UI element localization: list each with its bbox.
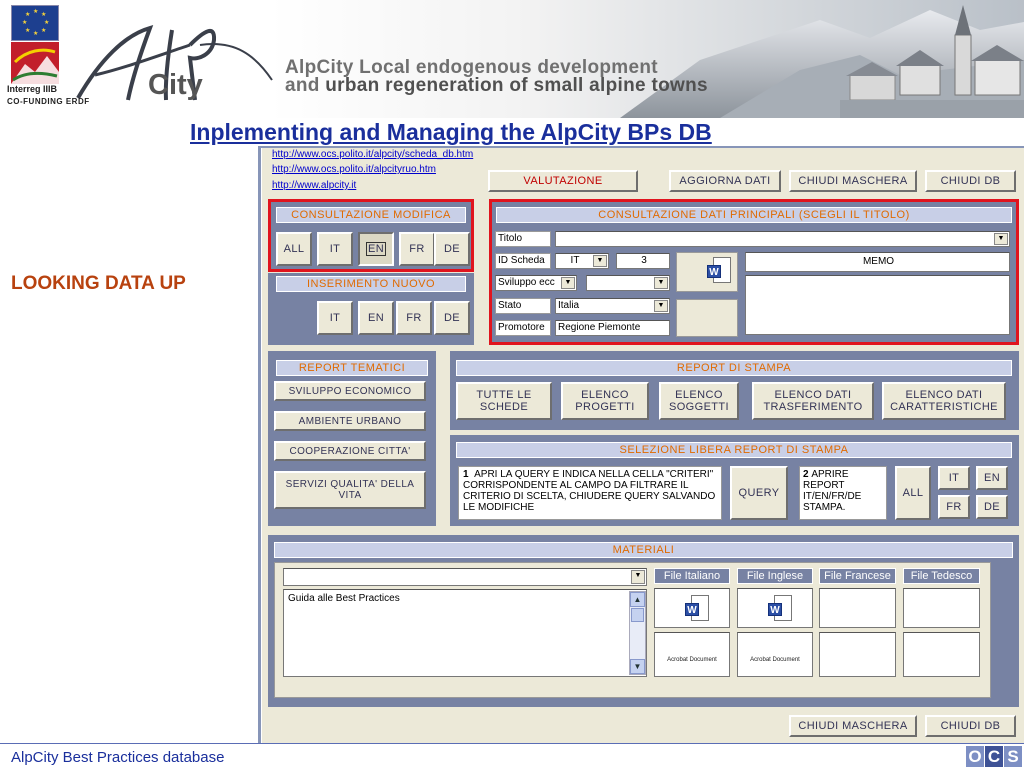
stato-dropdown[interactable] xyxy=(555,298,670,314)
acrobat-caption-it: Acrobat Document xyxy=(667,657,717,663)
sviluppo-value: Sviluppo ecc xyxy=(498,277,555,288)
consultazione-modifica-header: CONSULTAZIONE MODIFICA xyxy=(276,207,466,223)
sviluppo-dropdown[interactable] xyxy=(495,275,577,291)
file-francese-word[interactable] xyxy=(819,588,896,628)
step2-number: 2 xyxy=(803,469,809,480)
cooperazione-citta-button[interactable]: COOPERAZIONE CITTA' xyxy=(274,441,426,461)
chiudi-db-bottom-button[interactable]: CHIUDI DB xyxy=(925,715,1016,737)
query-button[interactable]: QUERY xyxy=(730,466,788,520)
chevron-down-icon[interactable]: ▼ xyxy=(561,277,575,289)
stampa-it-button[interactable]: IT xyxy=(938,466,970,490)
chevron-down-icon[interactable]: ▼ xyxy=(593,255,607,267)
file-francese-pdf[interactable] xyxy=(819,632,896,677)
elenco-dati-trasferimento-button[interactable]: ELENCO DATI TRASFERIMENTO xyxy=(752,382,874,420)
file-italiano-pdf[interactable] xyxy=(654,632,730,677)
consult-fr-button[interactable]: FR xyxy=(399,232,435,266)
dati-principali-header: CONSULTAZIONE DATI PRINCIPALI (SCEGLI IL TITOLO) xyxy=(496,207,1012,223)
materiali-list-item[interactable]: Guida alle Best Practices xyxy=(288,593,400,604)
footer-text: AlpCity Best Practices database xyxy=(11,749,225,766)
link-scheda-db[interactable]: http://www.ocs.polito.it/alpcity/scheda_db.htm xyxy=(272,149,474,160)
chevron-down-icon[interactable]: ▼ xyxy=(994,233,1008,245)
step1-instructions xyxy=(458,466,722,520)
stampa-all-button[interactable]: ALL xyxy=(895,466,931,520)
step2-text: APRIRE REPORT IT/EN/FR/DE STAMPA. xyxy=(803,469,862,513)
alpine-space-logo xyxy=(11,42,59,84)
scroll-up-icon[interactable]: ▲ xyxy=(630,592,645,607)
valutazione-button[interactable]: VALUTAZIONE xyxy=(488,170,638,192)
memo-label: MEMO xyxy=(745,252,1010,272)
elenco-progetti-button[interactable]: ELENCO PROGETTI xyxy=(561,382,649,420)
footer-divider xyxy=(0,743,1024,744)
insert-en-button[interactable]: EN xyxy=(358,301,394,335)
consult-it-button[interactable]: IT xyxy=(317,232,353,266)
stampa-de-button[interactable]: DE xyxy=(976,495,1008,519)
step2-instructions xyxy=(799,466,887,520)
elenco-soggetti-button[interactable]: ELENCO SOGGETTI xyxy=(659,382,739,420)
tutte-le-schede-button[interactable]: TUTTE LE SCHEDE xyxy=(456,382,552,420)
report-tematici-header: REPORT TEMATICI xyxy=(276,360,428,376)
memo-textarea[interactable] xyxy=(745,275,1010,335)
scroll-down-icon[interactable]: ▼ xyxy=(630,659,645,674)
ocs-logo-o: O xyxy=(966,746,984,767)
file-italiano-word[interactable] xyxy=(654,588,730,628)
promotore-field[interactable]: Regione Piemonte xyxy=(555,320,670,336)
titolo-label: Titolo xyxy=(495,231,551,247)
consult-en-label: EN xyxy=(367,242,385,255)
ambiente-urbano-button[interactable]: AMBIENTE URBANO xyxy=(274,411,426,431)
sviluppo-sub-dropdown[interactable] xyxy=(586,275,670,291)
consult-en-button[interactable] xyxy=(358,232,394,266)
file-italiano-header: File Italiano xyxy=(654,568,730,584)
word-document-icon[interactable]: W xyxy=(685,595,709,623)
link-alpcity[interactable]: http://www.alpcity.it xyxy=(272,180,357,191)
step1-text: APRI LA QUERY E INDICA NELLA CELLA "CRITERI" CORRISPONDENTE AL CAMPO DA FILTRARE IL CRITERIO DI SCELTA, CHIUDERE QUERY SALVANDO LE MODIFICHE xyxy=(463,469,716,513)
servizi-qualita-button[interactable]: SERVIZI QUALITA' DELLA VITA xyxy=(274,471,426,509)
link-alpcityruo[interactable]: http://www.ocs.polito.it/alpcityruo.htm xyxy=(272,164,436,175)
titolo-dropdown[interactable] xyxy=(555,231,1010,247)
materiali-scrollbar[interactable] xyxy=(629,591,646,675)
file-inglese-pdf[interactable] xyxy=(737,632,813,677)
id-scheda-field[interactable]: 3 xyxy=(616,253,670,269)
selezione-libera-header: SELEZIONE LIBERA REPORT DI STAMPA xyxy=(456,442,1012,458)
tagline-bold: urban regeneration of small alpine towns xyxy=(325,75,708,96)
chiudi-db-top-button[interactable]: CHIUDI DB xyxy=(925,170,1016,192)
slide-title: Inplementing and Managing the AlpCity BPs DB xyxy=(190,119,712,145)
aggiorna-dati-button[interactable]: AGGIORNA DATI xyxy=(669,170,781,192)
inserimento-nuovo-header: INSERIMENTO NUOVO xyxy=(276,276,466,292)
elenco-dati-caratteristiche-button[interactable]: ELENCO DATI CARATTERISTICHE xyxy=(882,382,1006,420)
banner-tagline-line1: AlpCity Local endogenous development xyxy=(285,57,658,78)
eu-flag-icon: ★ ★ ★ ★ ★ ★ ★ ★ xyxy=(11,5,59,41)
id-lang-value: IT xyxy=(570,255,580,266)
ocs-logo-c: C xyxy=(985,746,1003,767)
word-document-icon[interactable]: W xyxy=(707,257,731,285)
chiudi-maschera-top-button[interactable]: CHIUDI MASCHERA xyxy=(789,170,917,192)
stato-value: Italia xyxy=(558,300,580,311)
sviluppo-economico-button[interactable]: SVILUPPO ECONOMICO xyxy=(274,381,426,401)
stato-label: Stato xyxy=(495,298,551,314)
id-scheda-label: ID Scheda xyxy=(495,253,551,269)
alpcity-logo-text: City xyxy=(148,69,203,101)
chevron-down-icon[interactable]: ▼ xyxy=(654,300,668,312)
insert-it-button[interactable]: IT xyxy=(317,301,353,335)
materiali-header: MATERIALI xyxy=(274,542,1013,558)
promotore-label: Promotore xyxy=(495,320,551,336)
interreg-label: Interreg IIIB xyxy=(7,84,58,94)
file-tedesco-pdf[interactable] xyxy=(903,632,980,677)
cofunding-label: CO-FUNDING ERDF xyxy=(7,97,90,106)
divider-vertical xyxy=(258,148,261,744)
tagline-and: and xyxy=(285,75,320,96)
consult-all-button[interactable]: ALL xyxy=(276,232,312,266)
file-francese-header: File Francese xyxy=(819,568,896,584)
file-inglese-header: File Inglese xyxy=(737,568,813,584)
stampa-en-button[interactable]: EN xyxy=(976,466,1008,490)
access-form xyxy=(262,148,1024,743)
file-tedesco-header: File Tedesco xyxy=(903,568,980,584)
stampa-fr-button[interactable]: FR xyxy=(938,495,970,519)
step1-number: 1 xyxy=(463,469,469,480)
acrobat-caption-en: Acrobat Document xyxy=(750,657,800,663)
header-banner xyxy=(0,0,1024,118)
banner-tagline-line2 xyxy=(285,75,708,97)
consult-de-button[interactable]: DE xyxy=(434,232,470,266)
insert-de-button[interactable]: DE xyxy=(434,301,470,335)
insert-fr-button[interactable]: FR xyxy=(396,301,432,335)
materiali-list[interactable] xyxy=(283,589,647,677)
chevron-down-icon[interactable]: ▼ xyxy=(631,570,645,584)
materiali-dropdown[interactable] xyxy=(283,568,647,586)
file-tedesco-word[interactable] xyxy=(903,588,980,628)
word-document-icon[interactable]: W xyxy=(768,595,792,623)
chiudi-maschera-bottom-button[interactable]: CHIUDI MASCHERA xyxy=(789,715,917,737)
report-stampa-header: REPORT DI STAMPA xyxy=(456,360,1012,376)
blank-attachment-frame xyxy=(676,299,738,337)
ocs-logo-s: S xyxy=(1004,746,1022,767)
id-lang-dropdown[interactable] xyxy=(555,253,609,269)
side-label: LOOKING DATA UP xyxy=(11,273,186,294)
scroll-thumb[interactable] xyxy=(631,608,644,622)
chevron-down-icon[interactable]: ▼ xyxy=(654,277,668,289)
word-attachment-frame[interactable] xyxy=(676,252,738,292)
file-inglese-word[interactable] xyxy=(737,588,813,628)
